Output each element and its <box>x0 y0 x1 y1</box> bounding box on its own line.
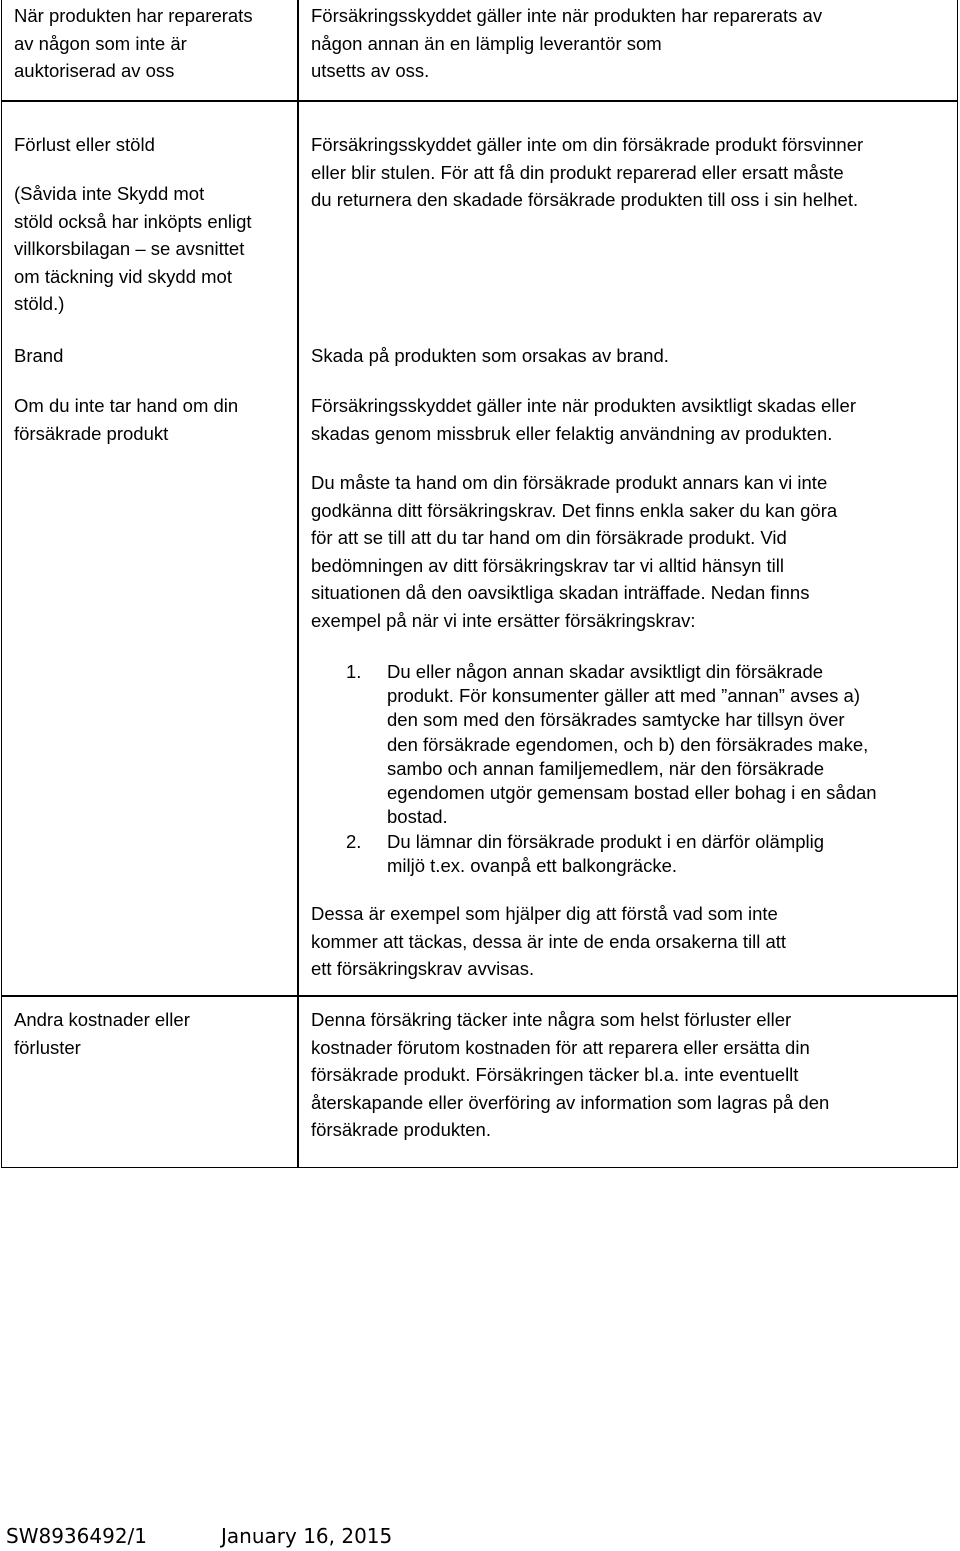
row-1-text <box>311 2 822 85</box>
row-4-paragraph-3 <box>311 900 786 983</box>
text-line: Denna försäkring täcker inte några som helst förluster eller <box>311 1009 792 1030</box>
list-line: den som med den försäkrades samtycke har tillsyn över <box>387 709 845 731</box>
document-date: January 16, 2015 <box>221 1524 393 1548</box>
text-line: återskapande eller överföring av information som lagras på den <box>311 1091 830 1113</box>
row-3-text: Skada på produkten som orsakas av brand. <box>311 345 669 366</box>
text-line: Försäkringsskyddet gäller inte när produkten har reparerats av <box>311 5 823 26</box>
row-2-note <box>14 180 252 318</box>
list-line: bostad. <box>387 806 448 828</box>
text-line: Försäkringsskyddet gäller inte när produkten avsiktligt skadas eller <box>311 395 856 416</box>
list-item <box>387 660 877 829</box>
list-item <box>387 830 824 878</box>
text-line: någon annan än en lämplig leverantör som <box>311 32 662 54</box>
row-1-label <box>14 2 253 85</box>
row-4-label <box>14 392 238 447</box>
label-line: Andra kostnader eller <box>14 1009 190 1030</box>
label-line: auktoriserad av oss <box>14 60 175 81</box>
note-line: om täckning vid skydd mot <box>14 265 232 287</box>
text-line: för att se till att du tar hand om din försäkrade produkt. Vid <box>311 527 787 548</box>
list-number: 1. <box>346 661 362 682</box>
text-line: utsetts av oss. <box>311 60 430 81</box>
text-line: Försäkringsskyddet gäller inte om din försäkrade produkt försvinner <box>311 134 864 155</box>
list-line: miljö t.ex. ovanpå ett balkongräcke. <box>387 855 677 877</box>
row-5-text <box>311 1006 829 1144</box>
note-line: stöld.) <box>14 293 65 314</box>
label-line: försäkrade produkt <box>14 422 169 444</box>
column-divider <box>297 0 299 1168</box>
list-line: Du lämnar din försäkrade produkt i en därför olämplig <box>387 831 825 852</box>
note-line: villkorsbilagan – se avsnittet <box>14 238 245 259</box>
text-line: kostnader förutom kostnaden för att reparera eller ersätta din <box>311 1036 810 1058</box>
list-line: sambo och annan familjemedlem, när den försäkrade <box>387 757 825 779</box>
label-line: Om du inte tar hand om din <box>14 395 239 416</box>
text-line: du returnera den skadade försäkrade produkten till oss i sin helhet. <box>311 189 859 210</box>
list-line: egendomen utgör gemensam bostad eller bohag i en sådan <box>387 782 877 804</box>
document-id: SW8936492/1 <box>6 1524 148 1548</box>
list-line: produkt. För konsumenter gäller att med ”annan” avses a) <box>387 685 861 707</box>
text-line: Du måste ta hand om din försäkrade produkt annars kan vi inte <box>311 472 828 493</box>
label-line: förluster <box>14 1036 81 1058</box>
row-4-paragraph-1 <box>311 392 856 447</box>
text-line: eller blir stulen. För att få din produkt reparerad eller ersatt måste <box>311 161 844 183</box>
text-line: godkänna ditt försäkringskrav. Det finns enkla saker du kan göra <box>311 499 838 521</box>
list-line: Du eller någon annan skadar avsiktligt din försäkrade <box>387 661 824 682</box>
note-line: (Såvida inte Skydd mot <box>14 183 205 204</box>
text-line: ett försäkringskrav avvisas. <box>311 958 535 979</box>
list-line: den försäkrade egendomen, och b) den försäkrades make, <box>387 733 869 755</box>
row-4-paragraph-2 <box>311 469 837 634</box>
row-2-text <box>311 131 863 214</box>
text-line: försäkrade produkt. Försäkringen täcker bl.a. inte eventuellt <box>311 1064 799 1085</box>
label-line: När produkten har reparerats <box>14 5 253 26</box>
row-3-title: Brand <box>14 345 64 366</box>
page-footer <box>6 1523 392 1549</box>
text-line: bedömningen av ditt försäkringskrav tar vi alltid hänsyn till <box>311 554 785 576</box>
text-line: skadas genom missbruk eller felaktig användning av produkten. <box>311 422 833 444</box>
row-divider <box>1 100 958 102</box>
label-line: av någon som inte är <box>14 32 187 54</box>
text-line: försäkrade produkten. <box>311 1119 491 1140</box>
note-line: stöld också har inköpts enligt <box>14 210 252 232</box>
row-2-title: Förlust eller stöld <box>14 134 155 155</box>
text-line: exempel på när vi inte ersätter försäkringskrav: <box>311 609 696 631</box>
list-number: 2. <box>346 831 362 852</box>
row-5-label <box>14 1006 190 1061</box>
row-divider <box>1 995 958 997</box>
text-line: kommer att täckas, dessa är inte de enda orsakerna till att <box>311 930 787 952</box>
text-line: situationen då den oavsiktliga skadan inträffade. Nedan finns <box>311 582 810 603</box>
text-line: Dessa är exempel som hjälper dig att förstå vad som inte <box>311 903 778 924</box>
